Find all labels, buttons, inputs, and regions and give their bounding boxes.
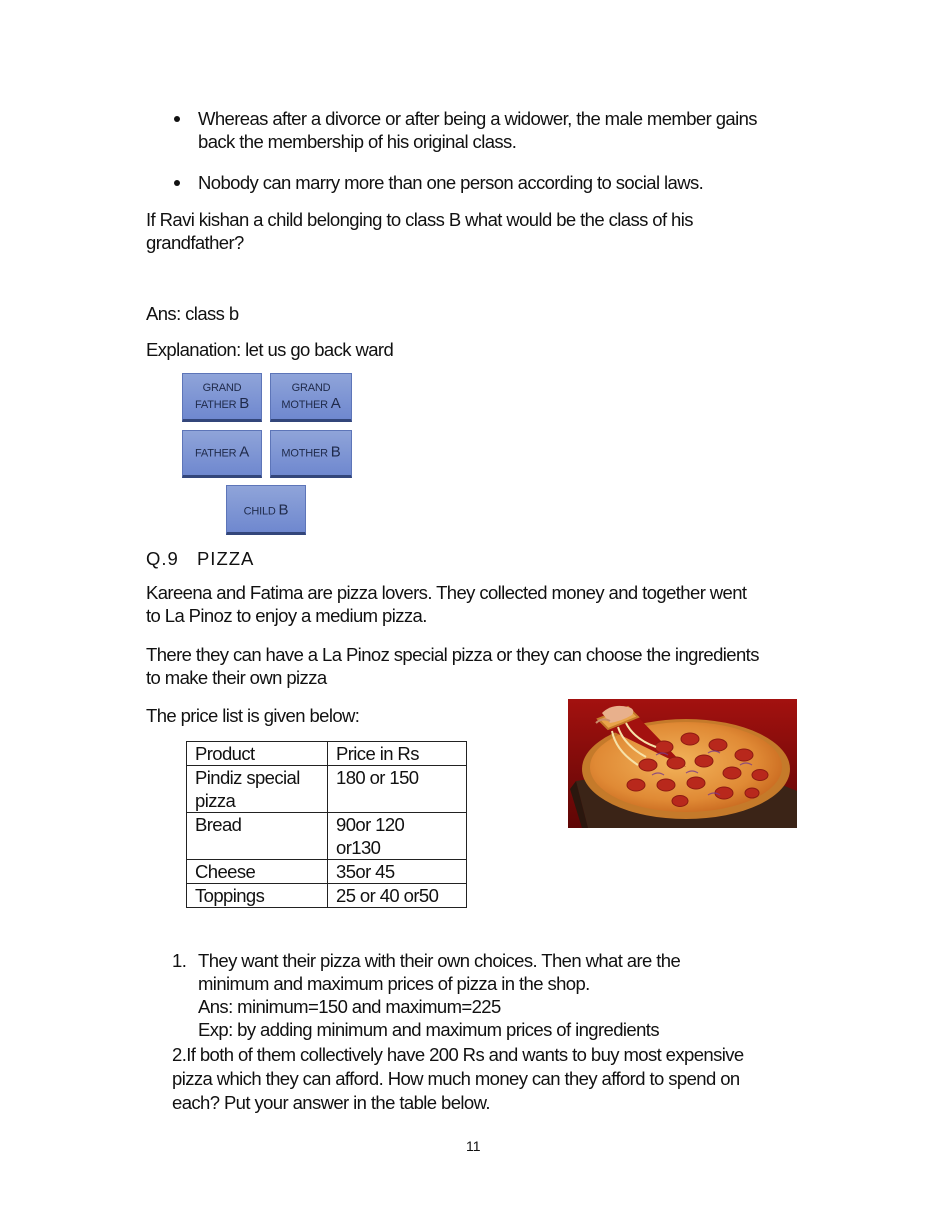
pizza-image (568, 699, 797, 828)
grandmother-label-1: GRAND (291, 381, 331, 394)
price-list-intro: The price list is given below: (146, 705, 360, 726)
price-value: 180 or 150 (336, 767, 419, 788)
product-cell (187, 766, 328, 813)
q1-answer: Ans: minimum=150 and maximum=225 (198, 996, 501, 1017)
product-name: Cheese (195, 861, 256, 882)
mother-class: B (330, 443, 341, 461)
product-cell (187, 884, 328, 908)
child-box (226, 485, 306, 535)
product-name-cont: pizza (195, 790, 236, 811)
pizza-illustration (568, 699, 797, 828)
grandfather-class: B (239, 394, 250, 412)
price-value: 25 or 40 or50 (336, 885, 439, 906)
price-table (186, 741, 467, 908)
table-row (187, 860, 467, 884)
q2-line2: pizza which they can afford. How much money can they afford to spend on (172, 1068, 740, 1089)
grandmother-class: A (330, 394, 341, 412)
table-header-row (187, 742, 467, 766)
father-class: A (239, 443, 250, 461)
q2-line1: 2.If both of them collectively have 200 Rs and wants to buy most expensive (172, 1044, 744, 1065)
price-cell (328, 766, 467, 813)
q2-line3: each? Put your answer in the table below. (172, 1092, 490, 1113)
pizza-para1-line2: to La Pinoz to enjoy a medium pizza. (146, 605, 427, 626)
grandfather-box (182, 373, 262, 422)
q1-line2: minimum and maximum prices of pizza in the shop. (198, 973, 590, 994)
grandfather-label-2: FATHER (194, 398, 237, 411)
explanation-text: Explanation: let us go back ward (146, 339, 394, 360)
q1-number: 1. (172, 950, 187, 971)
q1-explanation: Exp: by adding minimum and maximum prices of ingredients (198, 1019, 659, 1040)
pizza-para2-line1: There they can have a La Pinoz special pizza or they can choose the ingredients (146, 644, 759, 665)
price-value: 90or 120 (336, 814, 405, 835)
grandfather-label-1: GRAND (202, 381, 242, 394)
table-row (187, 766, 467, 813)
child-class: B (278, 501, 289, 519)
q9-title: PIZZA (196, 548, 255, 569)
mother-label: MOTHER (281, 447, 328, 460)
page-number: 11 (466, 1138, 481, 1154)
grandmother-box (270, 373, 352, 422)
bullet-divorce-line1: Whereas after a divorce or after being a widower, the male member gains (198, 108, 757, 129)
price-cell (328, 860, 467, 884)
product-name: Toppings (195, 885, 265, 906)
price-cell (328, 813, 467, 860)
bullet-divorce-line2: back the membership of his original class. (198, 131, 517, 152)
price-value-cont: or130 (336, 837, 381, 858)
bullet-dot (174, 180, 180, 186)
col-header-product: Product (187, 742, 328, 766)
table-row (187, 813, 467, 860)
product-cell (187, 813, 328, 860)
table-row (187, 884, 467, 908)
pizza-para2-line2: to make their own pizza (146, 667, 327, 688)
question-line1: If Ravi kishan a child belonging to class B what would be the class of his (146, 209, 693, 230)
bullet-dot (174, 116, 180, 122)
product-name: Bread (195, 814, 242, 835)
question-line2: grandfather? (146, 232, 244, 253)
q1-line1: They want their pizza with their own choices. Then what are the (198, 950, 681, 971)
price-value: 35or 45 (336, 861, 395, 882)
grandmother-label-2: MOTHER (281, 398, 328, 411)
price-cell (328, 884, 467, 908)
product-cell (187, 860, 328, 884)
answer-text: Ans: class b (146, 303, 239, 324)
bullet-marriage: Nobody can marry more than one person according to social laws. (198, 172, 704, 193)
q9-number: Q.9 (146, 548, 179, 569)
pizza-para1-line1: Kareena and Fatima are pizza lovers. They collected money and together went (146, 582, 747, 603)
child-label: CHILD (243, 505, 276, 518)
mother-box (270, 430, 352, 478)
q9-heading (146, 547, 254, 570)
father-label: FATHER (194, 447, 237, 460)
father-box (182, 430, 262, 478)
col-header-price: Price in Rs (328, 742, 467, 766)
product-name: Pindiz special (195, 767, 300, 788)
